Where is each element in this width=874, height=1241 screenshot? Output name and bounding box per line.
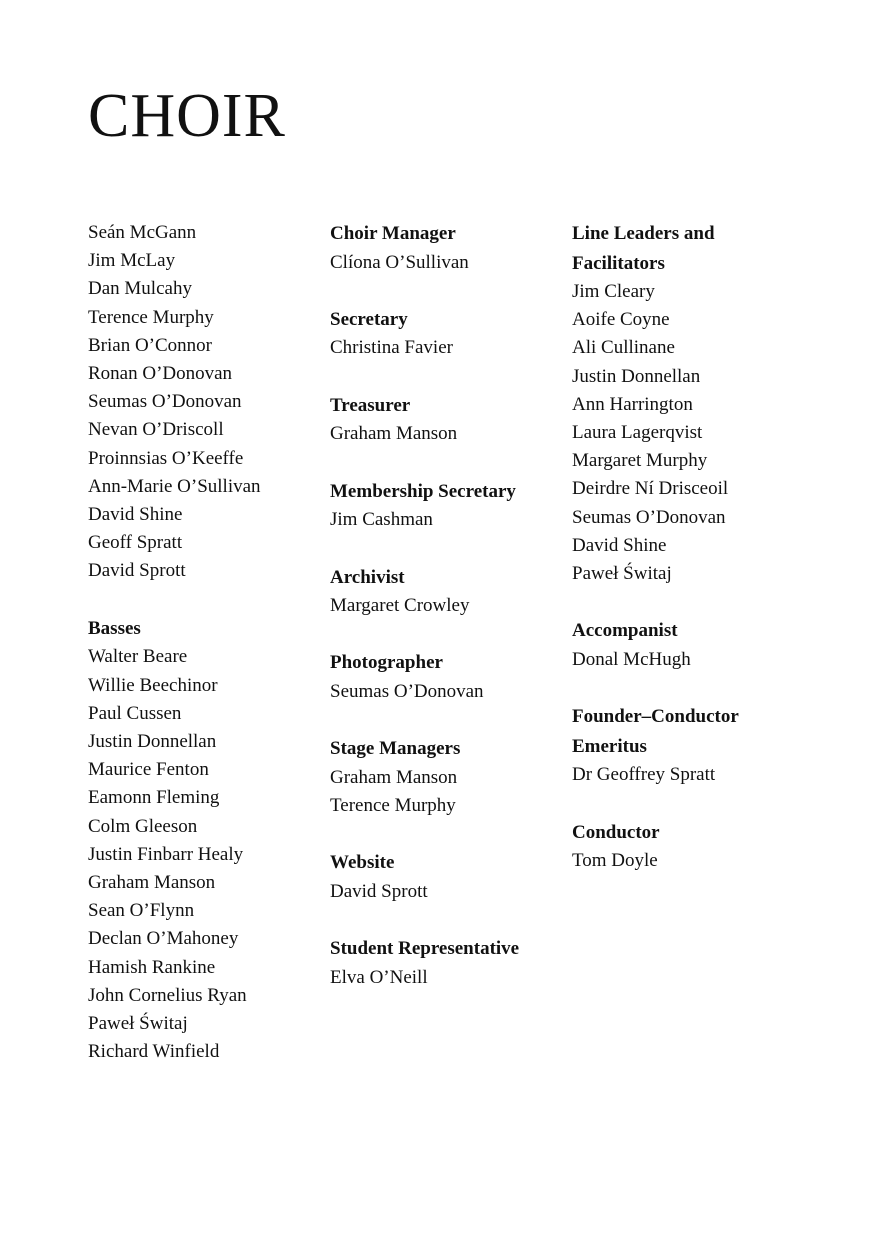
member-name: Declan O’Mahoney — [88, 928, 239, 950]
member-name: Tom Doyle — [572, 850, 658, 872]
member-name: Deirdre Ní Drisceoil — [572, 478, 729, 500]
section-heading: Treasurer — [330, 394, 411, 416]
group-membership-secretary — [330, 477, 560, 535]
member-name: Paul Cussen — [88, 702, 182, 724]
member-name: Margaret Murphy — [572, 450, 708, 472]
member-name: Willie Beechinor — [88, 674, 218, 696]
group-treasurer — [330, 391, 560, 449]
group-basses — [88, 614, 308, 1067]
group-secretary — [330, 305, 560, 363]
member-name: Justin Donnellan — [572, 365, 701, 387]
section-heading: Website — [330, 852, 395, 874]
member-name: Graham Manson — [330, 766, 458, 788]
member-name: Colm Gleeson — [88, 815, 198, 837]
member-name: Sean O’Flynn — [88, 900, 195, 922]
member-name: Seumas O’Donovan — [330, 680, 484, 702]
member-name: Seán McGann — [88, 222, 197, 243]
member-name: David Shine — [88, 504, 183, 526]
member-name: Dr Geoffrey Spratt — [572, 764, 716, 786]
group-conductor — [572, 818, 812, 876]
group-line-leaders-and-facilitators — [572, 219, 812, 588]
member-name: Walter Beare — [88, 646, 188, 668]
section-heading: Accompanist — [572, 620, 678, 642]
member-name: Seumas O’Donovan — [572, 506, 726, 528]
section-heading: Founder–Conductor Emeritus — [572, 706, 739, 757]
member-name: Justin Finbarr Healy — [88, 843, 244, 865]
member-name: Richard Winfield — [88, 1041, 220, 1063]
member-name: Christina Favier — [330, 337, 453, 359]
member-name: Hamish Rankine — [88, 956, 216, 978]
member-name: Graham Manson — [330, 423, 458, 445]
member-name: Ann Harrington — [572, 393, 693, 415]
member-name: Dan Mulcahy — [88, 278, 192, 300]
member-name: Laura Lagerqvist — [572, 422, 703, 444]
member-name: Donal McHugh — [572, 648, 691, 670]
member-name: Maurice Fenton — [88, 759, 209, 781]
member-name: Margaret Crowley — [330, 595, 470, 617]
group-student-representative — [330, 934, 560, 992]
group-accompanist — [572, 616, 812, 674]
section-heading: Student Representative — [330, 938, 520, 960]
member-name: Clíona O’Sullivan — [330, 251, 469, 273]
column-1 — [88, 219, 308, 1095]
member-name: Geoff Spratt — [88, 532, 183, 554]
group-photographer — [330, 648, 560, 706]
member-name: Terence Murphy — [88, 306, 214, 328]
group-members — [88, 219, 308, 586]
section-heading: Choir Manager — [330, 223, 456, 244]
member-name: Paweł Świtaj — [88, 1012, 188, 1034]
member-name: Paweł Świtaj — [572, 563, 672, 585]
section-heading: Archivist — [330, 566, 405, 588]
group-choir-manager — [330, 219, 560, 277]
section-heading: Stage Managers — [330, 738, 461, 760]
member-name: David Shine — [572, 534, 667, 556]
member-name: Justin Donnellan — [88, 730, 217, 752]
member-name: Ronan O’Donovan — [88, 363, 233, 385]
section-heading: Line Leaders and Facilitators — [572, 223, 715, 274]
member-name: Nevan O’Driscoll — [88, 419, 224, 441]
section-heading: Membership Secretary — [330, 480, 516, 502]
section-heading: Photographer — [330, 652, 443, 674]
section-heading: Secretary — [330, 308, 408, 330]
member-name: David Sprott — [330, 880, 428, 902]
member-name: Eamonn Fleming — [88, 787, 220, 809]
group-stage-managers — [330, 734, 560, 820]
member-name: Terence Murphy — [330, 795, 456, 817]
member-name: Jim Cleary — [572, 281, 655, 302]
member-name: Proinnsias O’Keeffe — [88, 447, 244, 469]
group-website — [330, 848, 560, 906]
member-name: Aoife Coyne — [572, 309, 670, 331]
member-name: Jim McLay — [88, 250, 176, 272]
member-name: Brian O’Connor — [88, 334, 213, 356]
group-founder-conductor-emeritus — [572, 702, 812, 789]
column-3 — [572, 219, 812, 904]
member-name: Ann-Marie O’Sullivan — [88, 475, 261, 497]
member-name: David Sprott — [88, 560, 186, 582]
column-2 — [330, 219, 560, 1020]
section-heading: Basses — [88, 617, 141, 639]
member-name: Graham Manson — [88, 871, 216, 893]
member-name: Elva O’Neill — [330, 966, 428, 988]
member-name: John Cornelius Ryan — [88, 984, 247, 1006]
member-name: Ali Cullinane — [572, 337, 675, 359]
section-heading: Conductor — [572, 821, 660, 843]
group-archivist — [330, 563, 560, 621]
page-title: CHOIR — [88, 82, 286, 150]
member-name: Seumas O’Donovan — [88, 391, 242, 413]
member-name: Jim Cashman — [330, 509, 433, 531]
